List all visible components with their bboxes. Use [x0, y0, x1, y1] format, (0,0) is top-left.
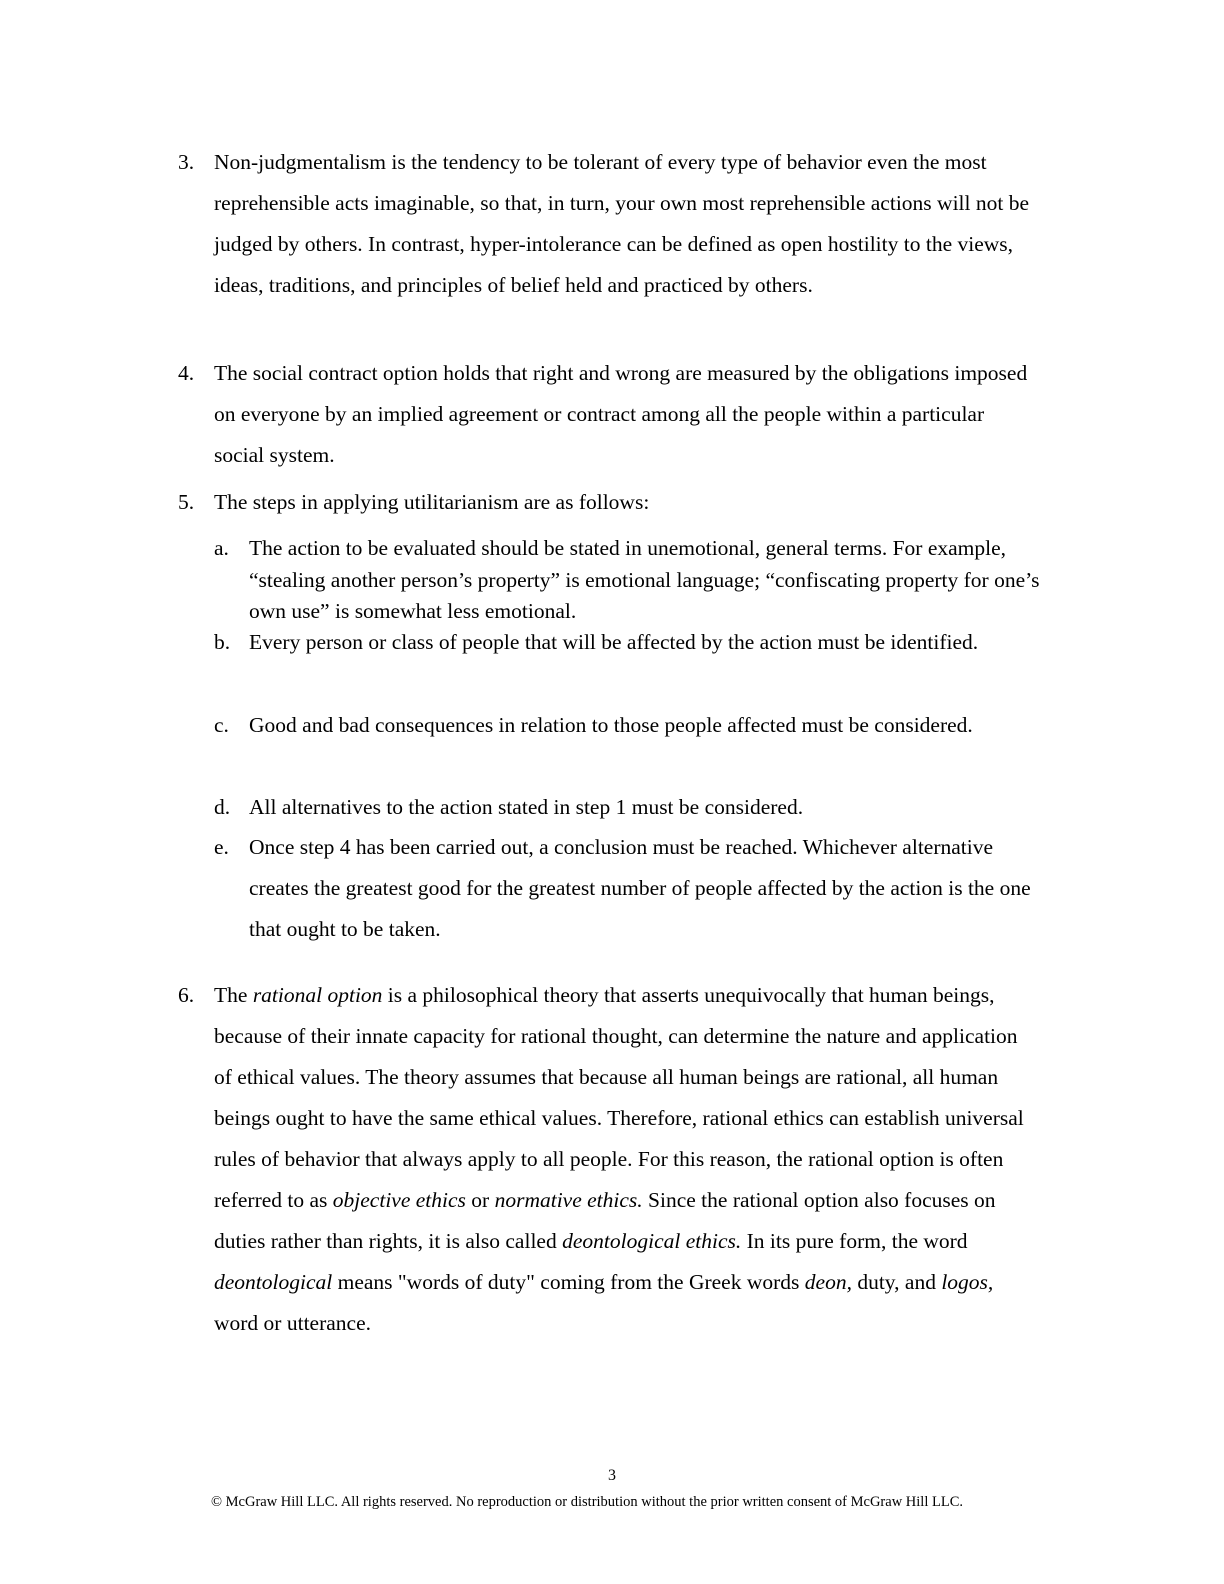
- sub-item-c: [214, 705, 1044, 746]
- text-segment: means "words of duty" coming from the Greek words: [332, 1270, 805, 1294]
- sub-item-text: Every person or class of people that will be affected by the action must be identified.: [249, 630, 979, 654]
- sub-item-letter: c.: [214, 713, 229, 737]
- text-segment: The: [214, 983, 253, 1007]
- emphasis-deon: deon,: [804, 1270, 852, 1294]
- list-item-text: [214, 975, 1038, 1344]
- sub-item-b: [214, 622, 1044, 663]
- list-item-4: [178, 353, 1038, 476]
- list-item-text: The steps in applying utilitarianism are as follows:: [214, 490, 650, 514]
- sub-item-text: All alternatives to the action stated in step 1 must be considered.: [249, 795, 804, 819]
- list-number: 6.: [178, 983, 195, 1007]
- page-number: 3: [608, 1467, 616, 1484]
- emphasis-normative-ethics: normative ethics.: [494, 1188, 643, 1212]
- emphasis-logos: logos,: [941, 1270, 994, 1294]
- sub-item-text: The action to be evaluated should be stated in unemotional, general terms. For example, “stealing another person’s property” is emotional language; “confiscating property for one’s own use” is somewhat less emotional.: [249, 536, 1040, 623]
- text-segment: Since the rational option also focuses on duties rather than rights, it is also called: [214, 1188, 996, 1253]
- list-item-3: [178, 142, 1038, 306]
- emphasis-rational-option: rational option: [252, 983, 383, 1007]
- list-number: 5.: [178, 490, 195, 514]
- list-number: 4.: [178, 361, 195, 385]
- text-segment: In its pure form, the word: [741, 1229, 968, 1253]
- list-item-6: [178, 975, 1038, 1344]
- list-item-text: The social contract option holds that right and wrong are measured by the obligations imposed on everyone by an implied agreement or contract among all the people within a particular social system.: [214, 361, 1028, 467]
- text-segment: is a philosophical theory that asserts unequivocally that human beings, because of their innate capacity for rational thought, can determine the nature and application of ethical values. The theory assumes that because all human beings are rational, all human beings ought to have the same ethical values. Therefore, rational ethics can establish universal rules of behavior that always apply to all people. For this reason, the rational option is often referred to as: [214, 983, 1024, 1212]
- emphasis-objective-ethics: objective ethics: [332, 1188, 466, 1212]
- sub-item-text: Once step 4 has been carried out, a conclusion must be reached. Whichever alternative creates the greatest good for the greatest number of people affected by the action is the one that ought to be taken.: [249, 835, 1031, 941]
- sub-item-letter: d.: [214, 795, 231, 819]
- text-segment: or: [465, 1188, 495, 1212]
- sub-item-letter: e.: [214, 835, 229, 859]
- sub-item-d: [214, 787, 1044, 828]
- copyright-footer: © McGraw Hill LLC. All rights reserved. No reproduction or distribution without the prior written consent of McGraw Hill LLC.: [211, 1494, 963, 1510]
- sub-item-a: [214, 533, 1044, 628]
- text-segment: word or utterance.: [214, 1311, 371, 1335]
- emphasis-deontological: deontological: [214, 1270, 333, 1294]
- sub-item-letter: b.: [214, 630, 231, 654]
- emphasis-deontological-ethics: deontological ethics.: [562, 1229, 742, 1253]
- sub-item-letter: a.: [214, 536, 229, 560]
- text-segment: duty, and: [851, 1270, 942, 1294]
- sub-item-text: Good and bad consequences in relation to those people affected must be considered.: [249, 713, 973, 737]
- sub-item-e: [214, 827, 1044, 950]
- list-item-text: Non-judgmentalism is the tendency to be tolerant of every type of behavior even the most reprehensible acts imaginable, so that, in turn, your own most reprehensible actions will not be judged by others. In contrast, hyper-intolerance can be defined as open hostility to the views, ideas, traditions, and principles of belief held and practiced by others.: [214, 150, 1030, 297]
- list-item-5: [178, 482, 1038, 523]
- list-number: 3.: [178, 150, 195, 174]
